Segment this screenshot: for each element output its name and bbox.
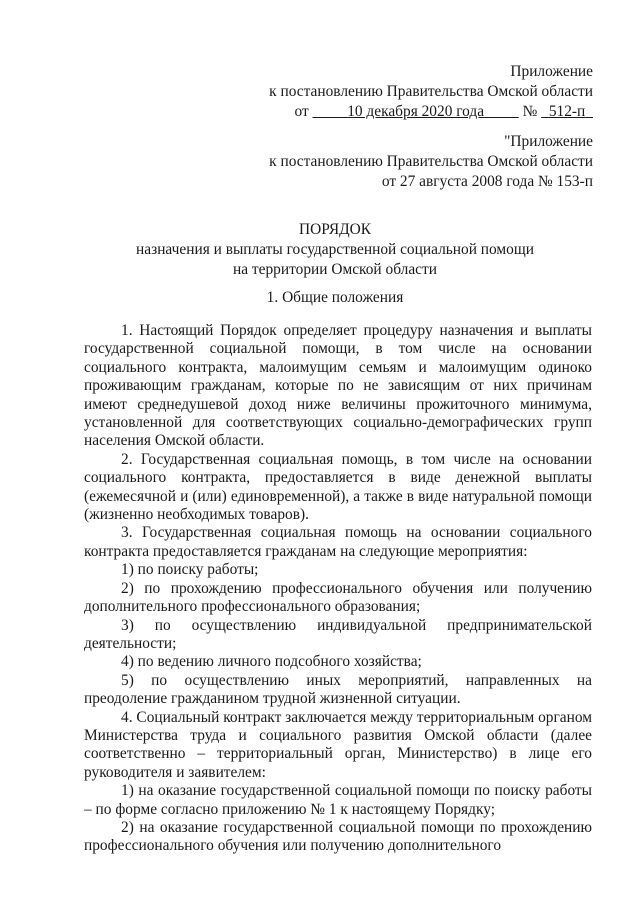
resolution-date: 10 декабря 2020 года: [347, 103, 485, 120]
title-subtitle-2: на территории Омской области: [233, 261, 437, 278]
list-item: 2) на оказание государственной социальной помощи по прохождению профессионального обучения или получению дополнительного: [84, 818, 592, 855]
title-subtitle-1: назначения и выплаты государственной социальной помощи: [136, 241, 534, 258]
original-appendix-label: "Приложение: [504, 133, 593, 150]
paragraph: 3. Государственная социальная помощь на основании социального контракта предоставляется гражданам на следующие мероприятия:: [84, 524, 592, 560]
list-item: 1) на оказание государственной социальной помощи по поиску работы – по форме согласно приложению № 1 к настоящему Порядку;: [84, 782, 592, 818]
title-main: ПОРЯДОК: [299, 221, 371, 238]
list-item: 3) по осуществлению индивидуальной предпринимательской деятельности;: [84, 616, 592, 652]
paragraph: 1. Настоящий Порядок определяет процедуру назначения и выплаты государственной социальной помощи, в том числе на основании социального контракта, малоимущим семьям и малоимущим одиноко проживающим гражданам, которые по не зависящим от них причинам имеют среднедушевой доход ниже величины прожиточного минимума, установленной для соответствующих социально-демографических групп населения Омской области.: [84, 322, 592, 450]
resolution-date-line: [269, 102, 593, 122]
list-item: 5) по осуществлению иных мероприятий, направленных на преодоление гражданином трудной жизненной ситуации.: [84, 671, 592, 708]
list-item: 2) по прохождению профессионального обучения или получению дополнительного профессионального образования;: [84, 579, 592, 616]
date-prefix: от: [294, 103, 309, 120]
list-item: 4) по ведению личного подсобного хозяйства;: [121, 653, 422, 671]
document-title: [80, 220, 590, 280]
paragraph: 2. Государственная социальная помощь, в том числе на основании социального контракта, предоставляется в виде денежной выплаты (ежемесячной и (или) единовременной), а также в виде натуральной помощи (жизненно необходимых товаров).: [84, 450, 592, 524]
list-item: 1) по поиску работы;: [121, 561, 259, 579]
original-resolution-date: от 27 августа 2008 года № 153-п: [381, 173, 593, 190]
appendix-header: [269, 62, 593, 122]
document-body: [84, 322, 592, 856]
appendix-label: Приложение: [510, 63, 593, 80]
resolution-reference: к постановлению Правительства Омской области: [269, 83, 593, 100]
number-prefix: №: [522, 103, 538, 120]
original-appendix-header: [269, 132, 593, 192]
paragraph: 4. Социальный контракт заключается между территориальным органом Министерства труда и социального развития Омской области (далее соответственно – территориальный орган, Министерство) в лице его руководителя и заявителем:: [84, 708, 592, 781]
resolution-number: 512-п: [548, 103, 586, 120]
original-resolution-reference: к постановлению Правительства Омской области: [269, 153, 593, 170]
section-heading: 1. Общие положения: [266, 289, 404, 306]
